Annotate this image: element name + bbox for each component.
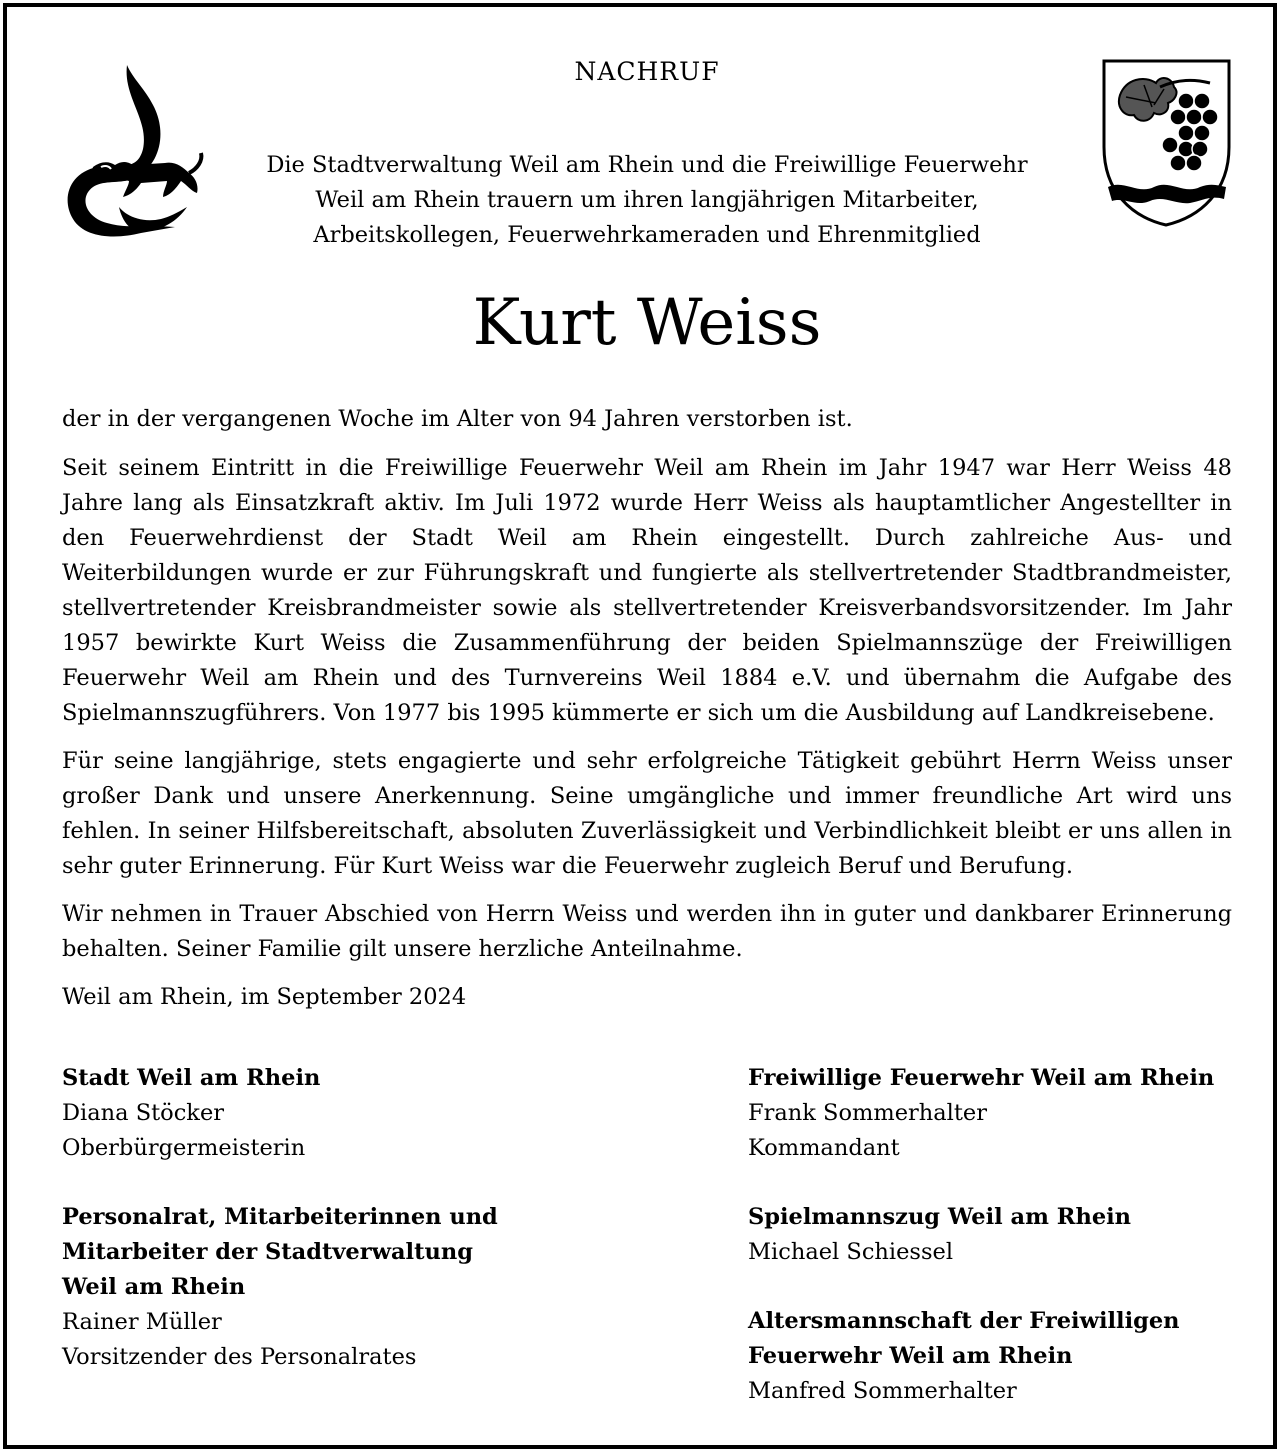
signature-organization: Stadt Weil am Rhein <box>62 1065 321 1091</box>
signature-organization: Personalrat, Mitarbeiterinnen und <box>62 1204 498 1230</box>
obituary-heading: NACHRUF <box>574 57 720 86</box>
signatures-right <box>748 1061 1248 1443</box>
signature-person: Rainer Müller <box>62 1309 222 1335</box>
signature-block <box>748 1200 1248 1270</box>
signatures-left <box>62 1061 662 1409</box>
body-paragraph: Für seine langjährige, stets engagierte und sehr erfolgreiche Tätigkeit gebührt Herrn Weiss unser großer Dank und unsere Anerkennung. Seine umgängliche und immer freundliche Art wird uns fehlen. In seiner Hilfsbereitschaft, absoluten Zuverlässigkeit und Verbindlichkeit bleibt er uns allen in sehr guter Erinnerung. Für Kurt Weiss war die Feuerwehr zugleich Beruf und Berufung. <box>62 748 1232 879</box>
signature-organization: Feuerwehr Weil am Rhein <box>748 1343 1073 1369</box>
signature-organization: Altersmannschaft der Freiwilligen <box>748 1308 1180 1334</box>
signature-block <box>748 1304 1248 1409</box>
signature-person: Michael Schiessel <box>748 1239 954 1265</box>
signature-block <box>62 1200 662 1375</box>
signature-role: Oberbürgermeisterin <box>62 1135 306 1161</box>
fire-brigade-flame-lion-icon <box>57 57 207 242</box>
intro-line: Die Stadtverwaltung Weil am Rhein und die Freiwillige Feuerwehr <box>266 152 1028 178</box>
intro-line: Weil am Rhein trauern um ihren langjährigen Mitarbeiter, <box>315 187 979 213</box>
intro-line: Arbeitskollegen, Feuerwehrkameraden und Ehrenmitglied <box>313 222 981 248</box>
body-paragraph: Seit seinem Eintritt in die Freiwillige Feuerwehr Weil am Rhein im Jahr 1947 war Herr Weiss 48 Jahre lang als Einsatzkraft aktiv. Im Juli 1972 wurde Herr Weiss als hauptamtlicher Angestellter in den Feuerwehrdienst der Stadt Weil am Rhein eingestellt. Durch zahlreiche Aus- und Weiterbildungen wurde er zur Führungskraft und fungierte als stellvertretender Stadtbrandmeister, stellvertretender Kreisbrandmeister sowie als stellvertretender Kreisverbandsvorsitzender. Im Jahr 1957 bewirkte Kurt Weiss die Zusammenführung der beiden Spielmannszüge der Freiwilligen Feuerwehr Weil am Rhein und des Turnvereins Weil 1884 e.V. und übernahm die Aufgabe des Spielmannszugführers. Von 1977 bis 1995 kümmerte er sich um die Ausbildung auf Landkreisebene. <box>62 455 1232 726</box>
signature-person: Manfred Sommerhalter <box>748 1378 1017 1404</box>
weil-am-rhein-coat-of-arms-icon <box>1100 57 1233 229</box>
signature-role: Vorsitzender des Personalrates <box>62 1344 417 1370</box>
signature-person: Frank Sommerhalter <box>748 1100 987 1126</box>
obituary-body <box>62 402 1232 1028</box>
signature-block <box>748 1061 1248 1166</box>
body-paragraph: der in der vergangenen Woche im Alter von 94 Jahren verstorben ist. <box>62 406 853 432</box>
signature-organization: Mitarbeiter der Stadtverwaltung <box>62 1239 473 1265</box>
signature-organization: Freiwillige Feuerwehr Weil am Rhein <box>748 1065 1215 1091</box>
signature-block <box>62 1061 662 1166</box>
signature-organization: Weil am Rhein <box>62 1274 246 1300</box>
obituary-frame <box>3 3 1277 1449</box>
place-date: Weil am Rhein, im September 2024 <box>62 984 467 1010</box>
signature-person: Diana Stöcker <box>62 1100 225 1126</box>
signature-organization: Spielmannszug Weil am Rhein <box>748 1204 1132 1230</box>
intro-text <box>237 148 1057 253</box>
body-paragraph: Wir nehmen in Trauer Abschied von Herrn Weiss und werden ihn in guter und dankbarer Erinnerung behalten. Seiner Familie gilt unsere herzliche Anteilnahme. <box>62 901 1232 962</box>
deceased-name: Kurt Weiss <box>472 286 822 360</box>
signature-role: Kommandant <box>748 1135 900 1161</box>
